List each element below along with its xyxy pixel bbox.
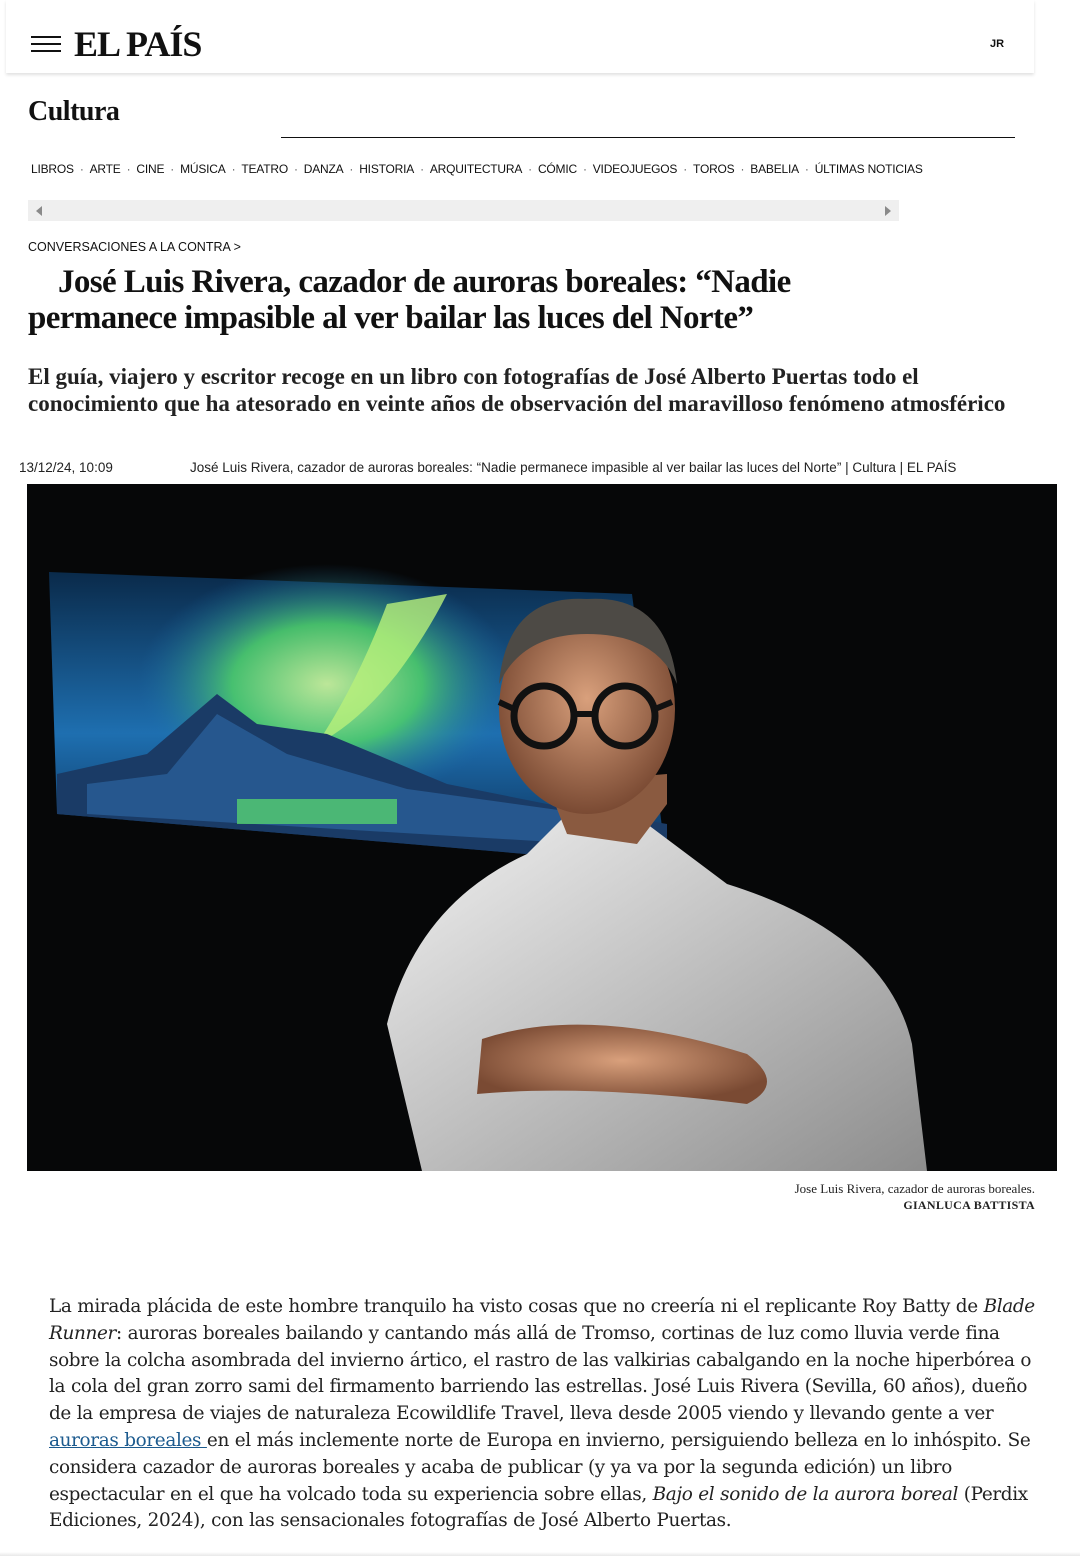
section-divider (281, 137, 1015, 138)
subnav-item[interactable]: ÚLTIMAS NOTICIAS (814, 162, 923, 176)
film-title: Blade Runner (49, 1296, 1035, 1344)
subnav-item[interactable]: TOROS (693, 162, 735, 176)
nav-separator: · (79, 162, 84, 176)
subnav-item[interactable]: TEATRO (241, 162, 288, 176)
book-title: Bajo el sonido de la aurora boreal (652, 1483, 958, 1505)
body-text: en el más inclemente norte de Europa en invierno, persiguiendo belleza en lo inhóspito. Se considera cazador de auroras boreales y acaba de publicar (y ya va por la segunda edición) un libro espectacular en el que ha volcado toda su experiencia sobre ellas, (49, 1429, 1031, 1505)
subnav-item[interactable]: CINE (136, 162, 165, 176)
hamburger-menu-icon[interactable] (31, 34, 61, 54)
article-photo (27, 484, 1057, 1171)
body-text: : auroras boreales bailando y cantando más allá de Tromso, cortinas de luz como lluvia verde fina sobre la colcha asombrada del invierno ártico, el rastro de las valkirias cabalgando en la noche hiperbórea o la cola del gran zorro sami del firmamento barriendo las estrellas. José Luis Rivera (Sevilla, 60 años), dueño de la empresa de viajes de naturaleza Ecowildlife Travel, lleva desde 2005 viendo y llevando gente a ver (49, 1322, 1032, 1425)
article-kicker[interactable]: CONVERSACIONES A LA CONTRA > (28, 240, 241, 254)
site-header (6, 0, 1034, 73)
body-text: La mirada plácida de este hombre tranquilo ha visto cosas que no creería ni el replicante Roy Batty de (49, 1296, 984, 1317)
caption-text: Jose Luis Rivera, cazador de auroras boreales. (794, 1181, 1035, 1196)
scroll-left-arrow-icon[interactable] (36, 206, 42, 216)
article-body-paragraph (49, 1294, 1039, 1535)
subnav-item[interactable]: ARQUITECTURA (429, 162, 523, 176)
subnav-item[interactable]: VIDEOJUEGOS (592, 162, 678, 176)
page-bottom-edge (0, 1552, 1080, 1556)
nav-separator: · (293, 162, 298, 176)
subnav-item[interactable]: CÓMIC (537, 162, 577, 176)
photo-caption (795, 1180, 1035, 1214)
subnav-item[interactable]: DANZA (303, 162, 344, 176)
print-page-title: José Luis Rivera, cazador de auroras boreales: “Nadie permanece impasible al ver bailar las luces del Norte” | Cultura | EL PAÍS (190, 460, 957, 475)
body-text: (Perdix Ediciones, 2024), con las sensacionales fotografías de José Alberto Puertas. (49, 1483, 1028, 1532)
nav-separator: · (231, 162, 236, 176)
section-title[interactable]: Cultura (28, 96, 120, 127)
subnav-item[interactable]: MÚSICA (180, 162, 226, 176)
subnav-item[interactable]: BABELIA (750, 162, 799, 176)
nav-separator: · (170, 162, 175, 176)
section-subnav (31, 162, 923, 176)
nav-separator: · (420, 162, 424, 176)
nav-separator: · (740, 162, 745, 176)
article-subtitle: El guía, viajero y escritor recoge en un libro con fotografías de José Alberto Puertas todo el conocimiento que ha atesorado en veinte años de observación del maravilloso fenómeno atmosférico (28, 364, 1006, 416)
article-headline: José Luis Rivera, cazador de auroras boreales: “Nadie permanece impasible al ver bailar las luces del Norte” (28, 264, 791, 336)
print-date: 13/12/24, 10:09 (19, 460, 113, 475)
nav-separator: · (349, 162, 354, 176)
subnav-item[interactable]: ARTE (89, 162, 121, 176)
auroras-link[interactable]: auroras boreales (49, 1429, 207, 1451)
photo-credit: GIANLUCA BATTISTA (903, 1198, 1035, 1212)
user-avatar[interactable]: JR (990, 38, 1005, 50)
site-logo[interactable]: EL PAÍS (74, 24, 202, 64)
subnav-item[interactable]: LIBROS (31, 162, 74, 176)
nav-separator: · (804, 162, 809, 176)
nav-separator: · (582, 162, 587, 176)
nav-separator: · (528, 162, 532, 176)
nav-separator: · (683, 162, 688, 176)
scroll-right-arrow-icon[interactable] (885, 206, 891, 216)
subnav-item[interactable]: HISTORIA (359, 162, 415, 176)
subnav-scrollbar[interactable] (28, 200, 899, 221)
nav-separator: · (126, 162, 131, 176)
